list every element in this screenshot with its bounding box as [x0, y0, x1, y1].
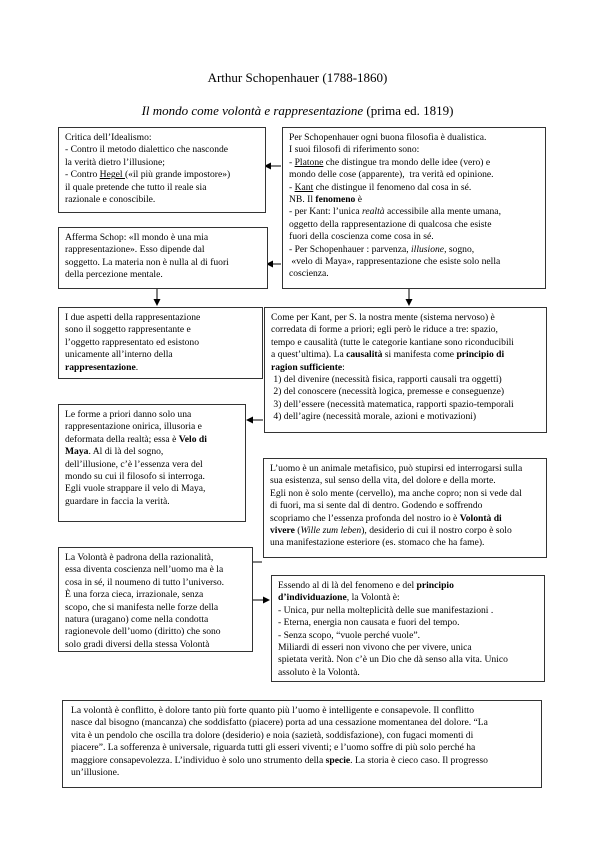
- line: Maya. Al di là del sogno,: [65, 446, 164, 458]
- line: 2) del conoscere (necessità logica, premesse e conseguenze): [271, 386, 505, 398]
- box-volonta-cosa-in-se: [58, 547, 253, 652]
- line: ragionevole dell’uomo (diritto) che sono: [65, 626, 221, 638]
- line: Critica dell’Idealismo:: [65, 132, 152, 143]
- line: l’oggetto rappresentato ed esistono: [65, 336, 200, 348]
- page-title: Arthur Schopenhauer (1788-1860): [207, 70, 388, 85]
- box-mondo-rappresentazione: [58, 227, 268, 289]
- line: piacere”. La sofferenza è universale, riguarda tutti gli esseri viventi; e l’uomo soffre di più solo perché ha: [71, 742, 476, 754]
- line: I due aspetti della rappresentazione: [65, 312, 201, 323]
- line: - Kant che distingue il fenomeno dal cosa in sé.: [289, 181, 472, 193]
- line: sono il soggetto rappresentante e: [65, 324, 191, 336]
- box-velo-di-maya: [58, 404, 246, 522]
- line: soggetto. La materia non è nulla al di fuori: [65, 256, 229, 268]
- line: una manifestazione esteriore (es. stomaco che ha fame).: [270, 537, 485, 549]
- line: unicamente all’interno della: [65, 349, 173, 361]
- box-forme-a-priori: [264, 307, 547, 433]
- line: - Contro il metodo dialettico che nasconde: [65, 144, 229, 156]
- line: scopriamo che l’essenza profonda del nostro io è Volontà di: [270, 512, 502, 524]
- box-volonta-di-vivere: [263, 458, 547, 558]
- line: Essendo al di là del fenomeno e del principio: [278, 580, 454, 591]
- line: oggetto della rappresentazione di qualcosa che esiste: [289, 218, 492, 230]
- line: NB. Il fenomeno è: [289, 194, 363, 206]
- line: fuori della coscienza come cosa in sé.: [289, 231, 434, 243]
- line: Egli vuole strappare il velo di Maya,: [65, 483, 206, 495]
- line: - Senza scopo, “vuole perché vuole”.: [278, 629, 420, 641]
- line: La Volontà è padrona della razionalità,: [65, 552, 214, 563]
- line: nasce dal bisogno (mancanza) che soddisfatto (piacere) porta ad una cessazione momentanea del dolore. “La: [71, 717, 488, 729]
- line: - Unica, pur nella molteplicità delle sue manifestazioni .: [278, 604, 494, 616]
- line: L’uomo è un animale metafisico, può stupirsi ed interrogarsi sulla: [270, 463, 523, 474]
- line: - Platone che distingue tra mondo delle idee (vero) e: [289, 156, 491, 168]
- line: - Contro Hegel («il più grande impostore»): [65, 169, 231, 181]
- line: vivere (Wille zum leben), desiderio di cui il nostro corpo è solo: [270, 525, 512, 537]
- line: mondo delle cose (apparente), tra verità ed opinione.: [289, 169, 494, 181]
- line: a quest’ultima). La causalità si manifesta come principio di: [271, 349, 505, 361]
- line: tempo e causalità (tutte le categorie kantiane sono riconducibili: [271, 336, 514, 348]
- line: «velo di Maya», rappresentazione che esiste solo nella: [289, 256, 501, 268]
- line: scopo, che si manifesta nelle forze della: [65, 601, 219, 613]
- hegel-term: Hegel: [99, 169, 125, 181]
- line: Le forme a priori danno solo una: [65, 409, 192, 420]
- line: Egli non è solo mente (cervello), ma anche copro; non si vede dal: [270, 487, 522, 499]
- line: assoluto è la Volontà.: [278, 666, 360, 678]
- line: - Per Schopenhauer : parvenza, illusione, sogno,: [289, 243, 475, 255]
- line: 4) dell’agire (necessità morale, azioni e motivazioni): [271, 411, 477, 423]
- box-volonta-conflitto: [62, 700, 542, 788]
- line: La volontà è conflitto, è dolore tanto più forte quanto più l’uomo è intelligente e consapevole. Il conflitto: [71, 705, 475, 716]
- line: razionale e conoscibile.: [65, 194, 156, 206]
- work-title: Il mondo come volontà e rappresentazione: [141, 103, 364, 118]
- line: coscienza.: [289, 268, 329, 280]
- line: vita è un pendolo che oscilla tra dolore (desiderio) e noia (sazietà, soddisfazione), con fugaci momenti di: [71, 729, 474, 741]
- line: solo gradi diversi della stessa Volontà: [65, 638, 210, 650]
- line: un’illusione.: [71, 767, 120, 779]
- line: Come per Kant, per S. la nostra mente (sistema nervoso) è: [271, 312, 495, 323]
- line: È una forza cieca, irrazionale, senza: [65, 589, 204, 601]
- line: Afferma Schop: «Il mondo è una mia: [65, 232, 209, 243]
- line: mondo su cui il filosofo si interroga.: [65, 471, 205, 483]
- line: corredata di forme a priori; egli però le riduce a tre: spazio,: [271, 324, 498, 336]
- line: essa diventa coscienza nell’uomo ma è la: [65, 564, 224, 576]
- line: ragion sufficiente:: [271, 361, 345, 373]
- line: la verità dietro l’illusione;: [65, 156, 165, 168]
- line: il quale pretende che tutto il reale sia: [65, 181, 207, 193]
- line: deformata della realtà; essa è Velo di: [65, 433, 207, 445]
- line: cosa in sé, il noumeno di tutto l’universo.: [65, 576, 225, 588]
- line: d’individuazione, la Volontà è:: [278, 592, 400, 604]
- line: dell’illusione, c’è l’essenza vera del: [65, 458, 203, 470]
- line: rappresentazione onirica, illusoria e: [65, 421, 202, 433]
- line: spietata verità. Non c’è un Dio che dà senso alla vita. Unico: [278, 654, 508, 666]
- line: 1) del divenire (necessità fisica, rapporti causali tra oggetti): [271, 374, 502, 386]
- edition-note: (prima ed. 1819): [363, 103, 454, 118]
- line: 3) dell’essere (necessità matematica, rapporti spazio-temporali: [271, 398, 514, 410]
- line: maggiore consapevolezza. L’individuo è solo uno strumento della specie. La storia è cieco caso. Il progresso: [71, 754, 488, 766]
- line: natura (uragano) come nella condotta: [65, 614, 209, 626]
- line: Per Schopenhauer ogni buona filosofia è dualistica.: [289, 132, 487, 143]
- line: rappresentazione.: [65, 361, 139, 373]
- box-caratteri-volonta: [271, 575, 545, 682]
- line: rappresentazione». Esso dipende dal: [65, 244, 205, 256]
- line: - Eterna, energia non causata e fuori del tempo.: [278, 617, 460, 629]
- line: - per Kant: l’unica realtà accessibile alla mente umana,: [289, 206, 501, 218]
- box-filosofia-dualistica: [282, 127, 546, 289]
- line: della percezione mentale.: [65, 269, 163, 281]
- box-aspetti-rappresentazione: [58, 307, 263, 379]
- line: sua esistenza, sul senso della vita, del dolore e della morte.: [270, 475, 496, 487]
- line: I suoi filosofi di riferimento sono:: [289, 144, 420, 156]
- line: di fuori, ma si sente dal di dentro. Godendo e soffrendo: [270, 500, 483, 512]
- line: Miliardi di esseri non vivono che per vivere, unica: [278, 642, 472, 654]
- box-critica-idealismo: [58, 127, 266, 213]
- line: guardare in faccia la verità.: [65, 495, 170, 507]
